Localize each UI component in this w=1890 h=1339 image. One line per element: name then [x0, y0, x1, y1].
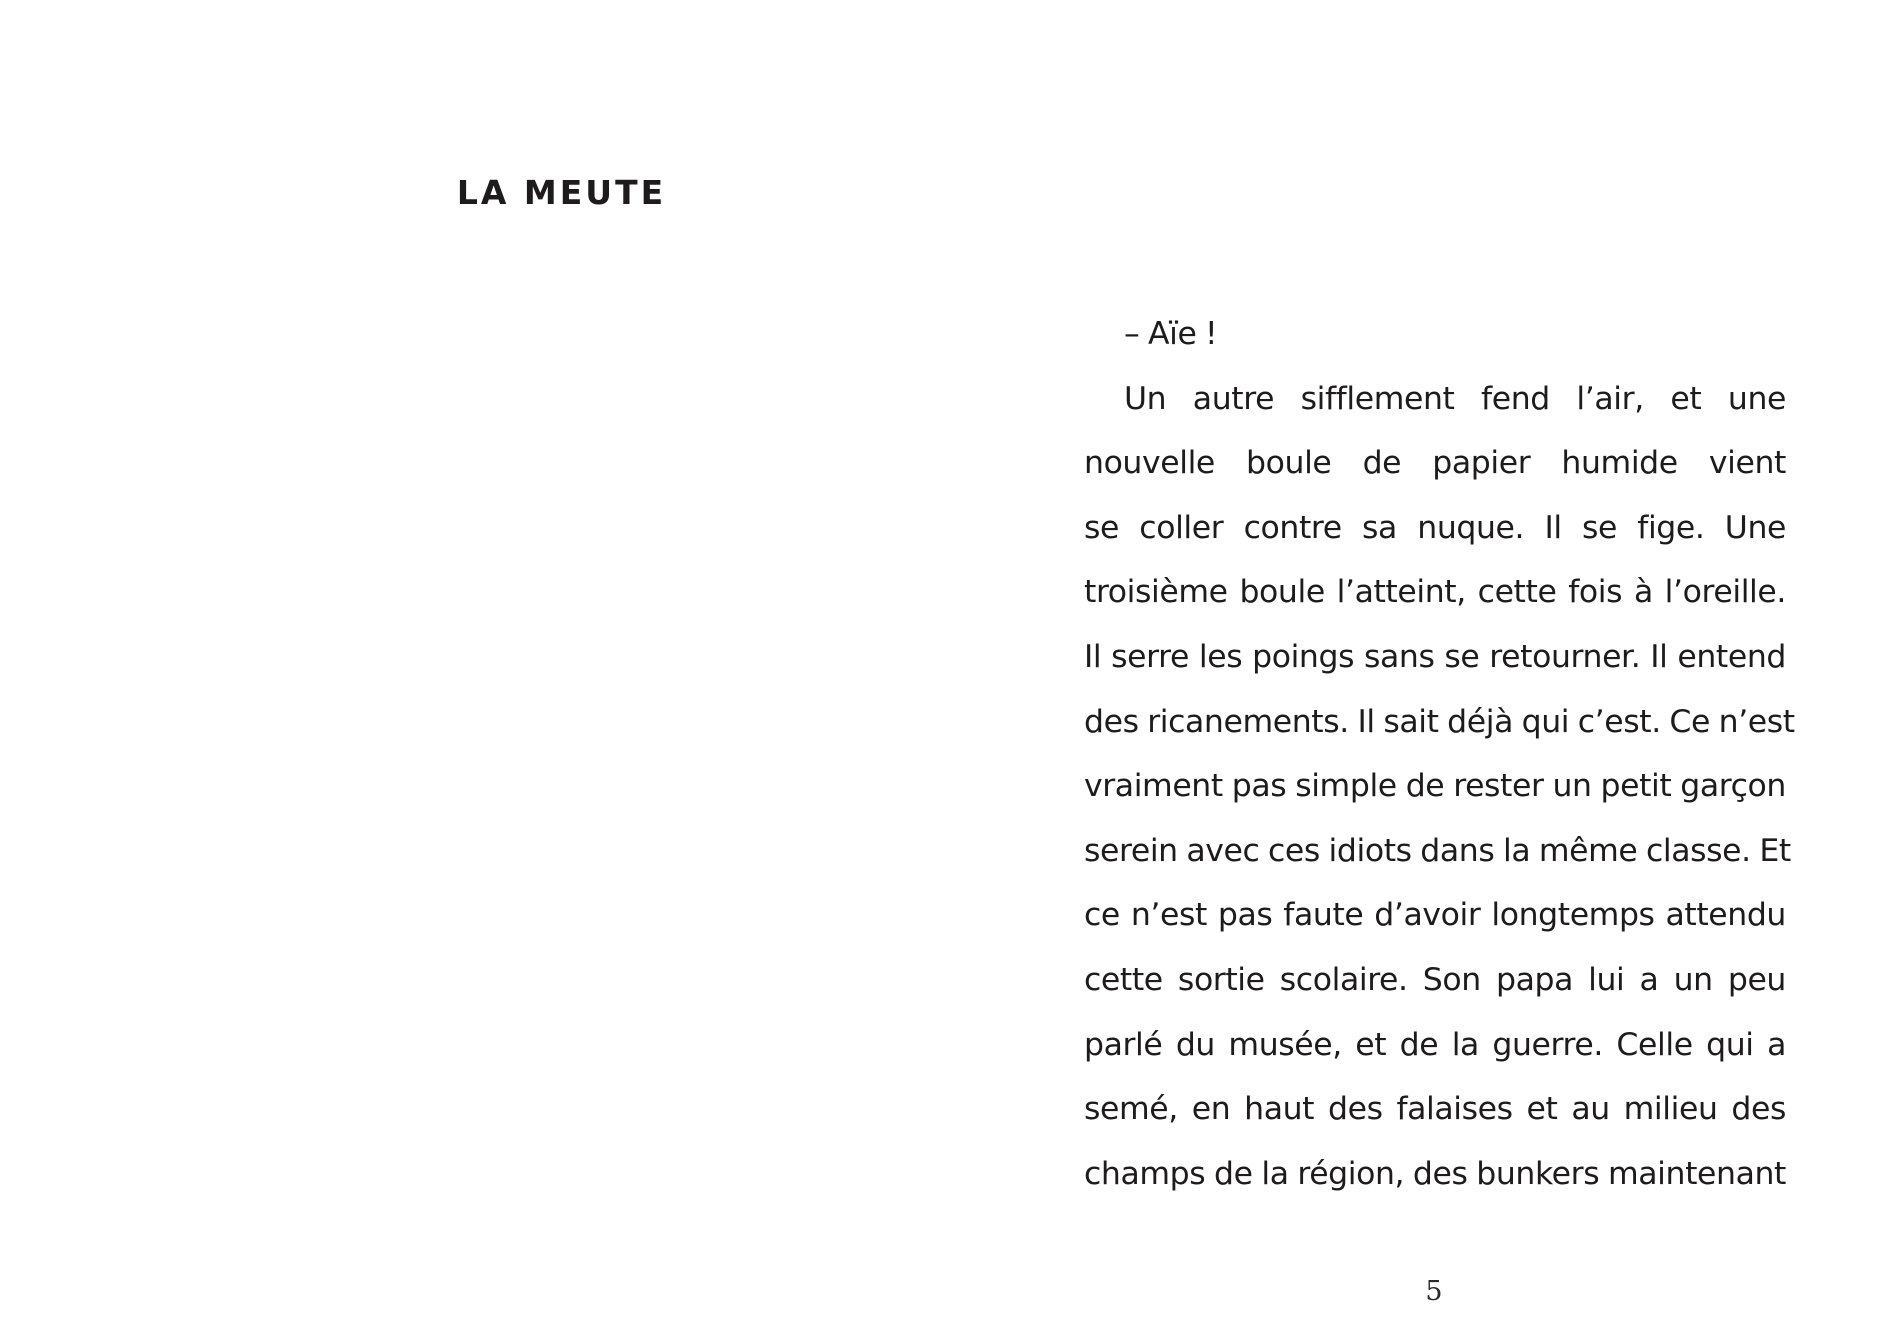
text-line: troisième boule l’atteint, cette fois à l’oreille.: [1084, 574, 1786, 611]
text-line: serein avec ces idiots dans la même classe. Et: [1084, 832, 1791, 869]
text-line: vraiment pas simple de rester un petit garçon: [1084, 768, 1786, 805]
chapter-title: LA MEUTE: [456, 173, 667, 212]
text-line: nouvelle boule de papier humide vient: [1084, 445, 1786, 482]
body-text: [1084, 302, 1795, 1206]
page-number: 5: [1425, 1276, 1443, 1307]
text-line: ce n’est pas faute d’avoir longtemps attendu: [1084, 897, 1786, 934]
text-line: Un autre sifflement fend l’air, et une: [1124, 380, 1786, 417]
text-line-dialogue: – Aïe !: [1124, 316, 1218, 352]
text-line: cette sortie scolaire. Son papa lui a un peu: [1084, 961, 1786, 998]
text-line: Il serre les poings sans se retourner. Il entend: [1084, 638, 1786, 675]
text-line: se coller contre sa nuque. Il se fige. Une: [1084, 509, 1786, 546]
text-line: parlé du musée, et de la guerre. Celle qui a: [1084, 1026, 1786, 1063]
text-line: champs de la région, des bunkers maintenant: [1084, 1155, 1786, 1192]
text-line: des ricanements. Il sait déjà qui c’est. Ce n’est: [1084, 703, 1795, 740]
text-line: semé, en haut des falaises et au milieu des: [1084, 1091, 1786, 1128]
